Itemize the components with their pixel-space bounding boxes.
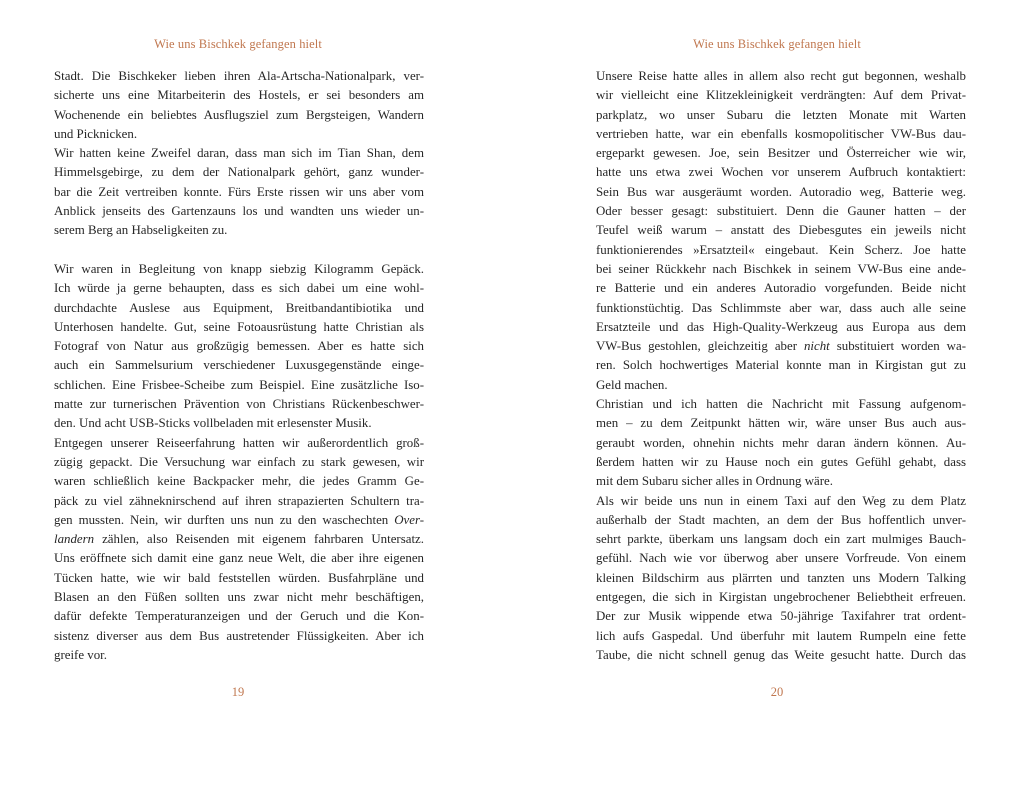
- text-line: funktionierendes »Ersatzteil« eingebaut. Kein Scherz. Joe hatte: [596, 242, 966, 257]
- text-line: Stadt. Die Bischkeker lieben ihren Ala-Artscha-Nationalpark, ver-: [54, 69, 424, 83]
- text-line: päck zu viel zähneknirschend auf ihren strapazierten Schultern tra-: [54, 493, 424, 508]
- text-line: ßerdem hatten wir zu Hause noch ein gutes Gefühl gehabt, dass: [596, 454, 966, 469]
- text-line: gefühl. Nach wie vor überwog aber unsere Vorfreude. Von einem: [596, 551, 966, 566]
- emphasis: Over-: [394, 512, 424, 527]
- running-head: Wie uns Bischkek gefangen hielt: [693, 37, 861, 51]
- text-line: Taube, die nicht schnell genug das Weite gesucht hatte. Durch das: [596, 647, 966, 662]
- right-page: [510, 0, 1020, 788]
- text-line: matte zur turnerischen Prävention von Christians Rückenbeschwer-: [54, 397, 424, 412]
- text-line: Unterhosen handelte. Gut, seine Fotoausrüstung hatte Christian als: [54, 319, 424, 334]
- text-line: ergeparkt gewesen. Joe, sein Besitzer und Österreicher wie wir,: [596, 146, 966, 161]
- text-line: Oder besser gesagt: substituiert. Denn die Gauner hatten – der: [596, 204, 966, 219]
- emphasis: nicht: [803, 339, 830, 354]
- text-line: wir vielleicht eine Klitzekleinigkeit verdrängten: Auf dem Privat-: [596, 88, 966, 103]
- text-line: Der zur Musik wippende etwa 50-jährige Taxifahrer trat ordent-: [596, 609, 966, 624]
- text-line: Wochenende ein beliebtes Ausflugsziel zum Bergsteigen, Wandern: [54, 107, 424, 122]
- text-line: Sein Bus war ausgeräumt worden. Autoradio weg, Batterie weg.: [596, 184, 966, 199]
- text-line: entgegen, die sich in Kirgistan ungebrochener Beliebtheit erfreuen.: [596, 590, 966, 605]
- text-line: funktionstüchtig. Das Schlimmste aber war, dass auch alle seine: [596, 300, 966, 315]
- text-line: Ersatzteile und das High-Quality-Werkzeug aus Europa aus dem: [596, 319, 966, 334]
- page-body: [54, 67, 424, 665]
- text-line: Fotograf von Natur aus großzügig bemessen. Aber es hatte sich: [54, 339, 424, 354]
- text-line: und Picknicken.: [54, 126, 138, 141]
- text-line: Anblick jenseits des Gartenzauns los und wandten uns wieder un-: [54, 204, 424, 219]
- text-line: men – zu dem Zeitpunkt hätten wir, wäre unser Bus auch aus-: [596, 416, 966, 431]
- text-line: schlichen. Eine Frisbee-Scheibe zum Beispiel. Eine zusätzliche Iso-: [54, 377, 424, 392]
- text-line: ren. Solch hochwertiges Material konnte man in Kirgistan gut zu: [596, 358, 966, 373]
- text-line: bei seiner Rückkehr nach Bischkek in seinem VW-Bus eine ande-: [596, 261, 966, 276]
- text-line: hatte uns etwa zwei Wochen vor unserem Aufbruch kontaktiert:: [596, 165, 966, 180]
- text-line: VW-Bus gestohlen, gleichzeitig aber nicht substituiert worden wa-: [596, 339, 966, 354]
- text-line: Wir hatten keine Zweifel daran, dass man sich im Tian Shan, dem: [54, 146, 424, 161]
- emphasis: landern: [54, 532, 95, 547]
- text-line: kleinen Bildschirm aus plärrten und tanzten uns Modern Talking: [596, 570, 966, 585]
- text-line: Geld machen.: [596, 377, 668, 392]
- text-line: lich aufs Gaspedal. Und überfuhr mit lautem Rumpeln eine fette: [596, 628, 966, 643]
- page-number: 19: [231, 685, 245, 699]
- text-line: außerhalb der Stadt machten, an dem der Bus hoffentlich unver-: [596, 512, 966, 527]
- text-line: Unsere Reise hatte alles in allem also recht gut begonnen, weshalb: [596, 69, 966, 83]
- text-line: Ich würde ja gerne behaupten, dass es sich dabei um eine wohl-: [54, 281, 424, 296]
- text-line: dafür defekte Temperaturanzeigen und der Geruch und die Kon-: [54, 609, 424, 624]
- text-line: vertrieben hatte, war ein ebenfalls kosmopolitischer VW-Bus dau-: [596, 126, 966, 141]
- text-line: bar die Zeit vertreiben konnte. Fürs Erste rissen wir uns aber vom: [54, 184, 424, 199]
- text-line: Teufel weiß warum – anstatt des Diebesgutes ein jeweils nicht: [596, 223, 966, 238]
- text-line: re Batterie und ein anderes Autoradio vorgefunden. Beide nicht: [596, 281, 966, 296]
- text-line: durchdachte Auslese aus Equipment, Breitbandantibiotika und: [54, 300, 424, 315]
- text-line: Wir waren in Begleitung von knapp siebzig Kilogramm Gepäck.: [54, 261, 424, 276]
- text-line: gen mussten. Nein, wir durften uns nun zu den waschechten Over-: [54, 512, 424, 527]
- text-line: Als wir beide uns nun in einem Taxi auf den Weg zu dem Platz: [596, 493, 966, 508]
- text-line: sicherte uns eine Mitarbeiterin des Hostels, er sei besonders am: [54, 88, 424, 103]
- page-body: [596, 67, 966, 665]
- page-number: 20: [770, 685, 784, 699]
- text-line: mit dem Subaru sicher alles in Ordnung wäre.: [596, 474, 833, 489]
- paragraph-gap: [54, 241, 424, 260]
- text-line: parkplatz, wo unser Subaru die letzten Monate mit Warten: [596, 107, 966, 122]
- text-line: serem Berg an Habseligkeiten zu.: [54, 223, 228, 238]
- running-head: Wie uns Bischkek gefangen hielt: [154, 37, 322, 51]
- text-line: greife vor.: [54, 647, 107, 662]
- text-line: sistenz diverser aus dem Bus austretender Flüssigkeiten. Aber ich: [54, 628, 424, 643]
- text-line: Blasen an den Füßen sollten uns zwar nicht mehr beschäftigen,: [54, 590, 424, 605]
- text-line: zügig gepackt. Die Versuchung war einfach zu stark gewesen, wir: [54, 454, 424, 469]
- text-line: Christian und ich hatten die Nachricht mit Fassung aufgenom-: [596, 397, 966, 412]
- text-line: Himmelsgebirge, zu dem der Nationalpark gehört, ganz wunder-: [54, 165, 424, 180]
- text-line: auch ein Sammelsurium verschiedener Luxusgegenstände einge-: [54, 358, 424, 373]
- text-line: Entgegen unserer Reiseerfahrung hatten wir außerordentlich groß-: [54, 435, 424, 450]
- text-line: den. Und acht USB-Sticks vollbeladen mit erlesenster Musik.: [54, 416, 372, 431]
- text-line: landern zählen, also Reisenden mit eigenem fahrbaren Untersatz.: [54, 532, 424, 547]
- text-line: sehrt parkte, überkam uns langsam doch ein zart mulmiges Bauch-: [596, 532, 966, 547]
- text-line: Tücken hatte, wie wir bald feststellen würden. Busfahrpläne und: [54, 570, 424, 585]
- text-line: geraubt worden, ohnehin nichts mehr daran ändern können. Au-: [596, 435, 966, 450]
- text-line: Uns eröffnete sich damit eine ganz neue Welt, die aber ihre eigenen: [54, 551, 424, 566]
- text-line: waren schließlich keine Backpacker mehr, die jedes Gramm Ge-: [54, 474, 424, 489]
